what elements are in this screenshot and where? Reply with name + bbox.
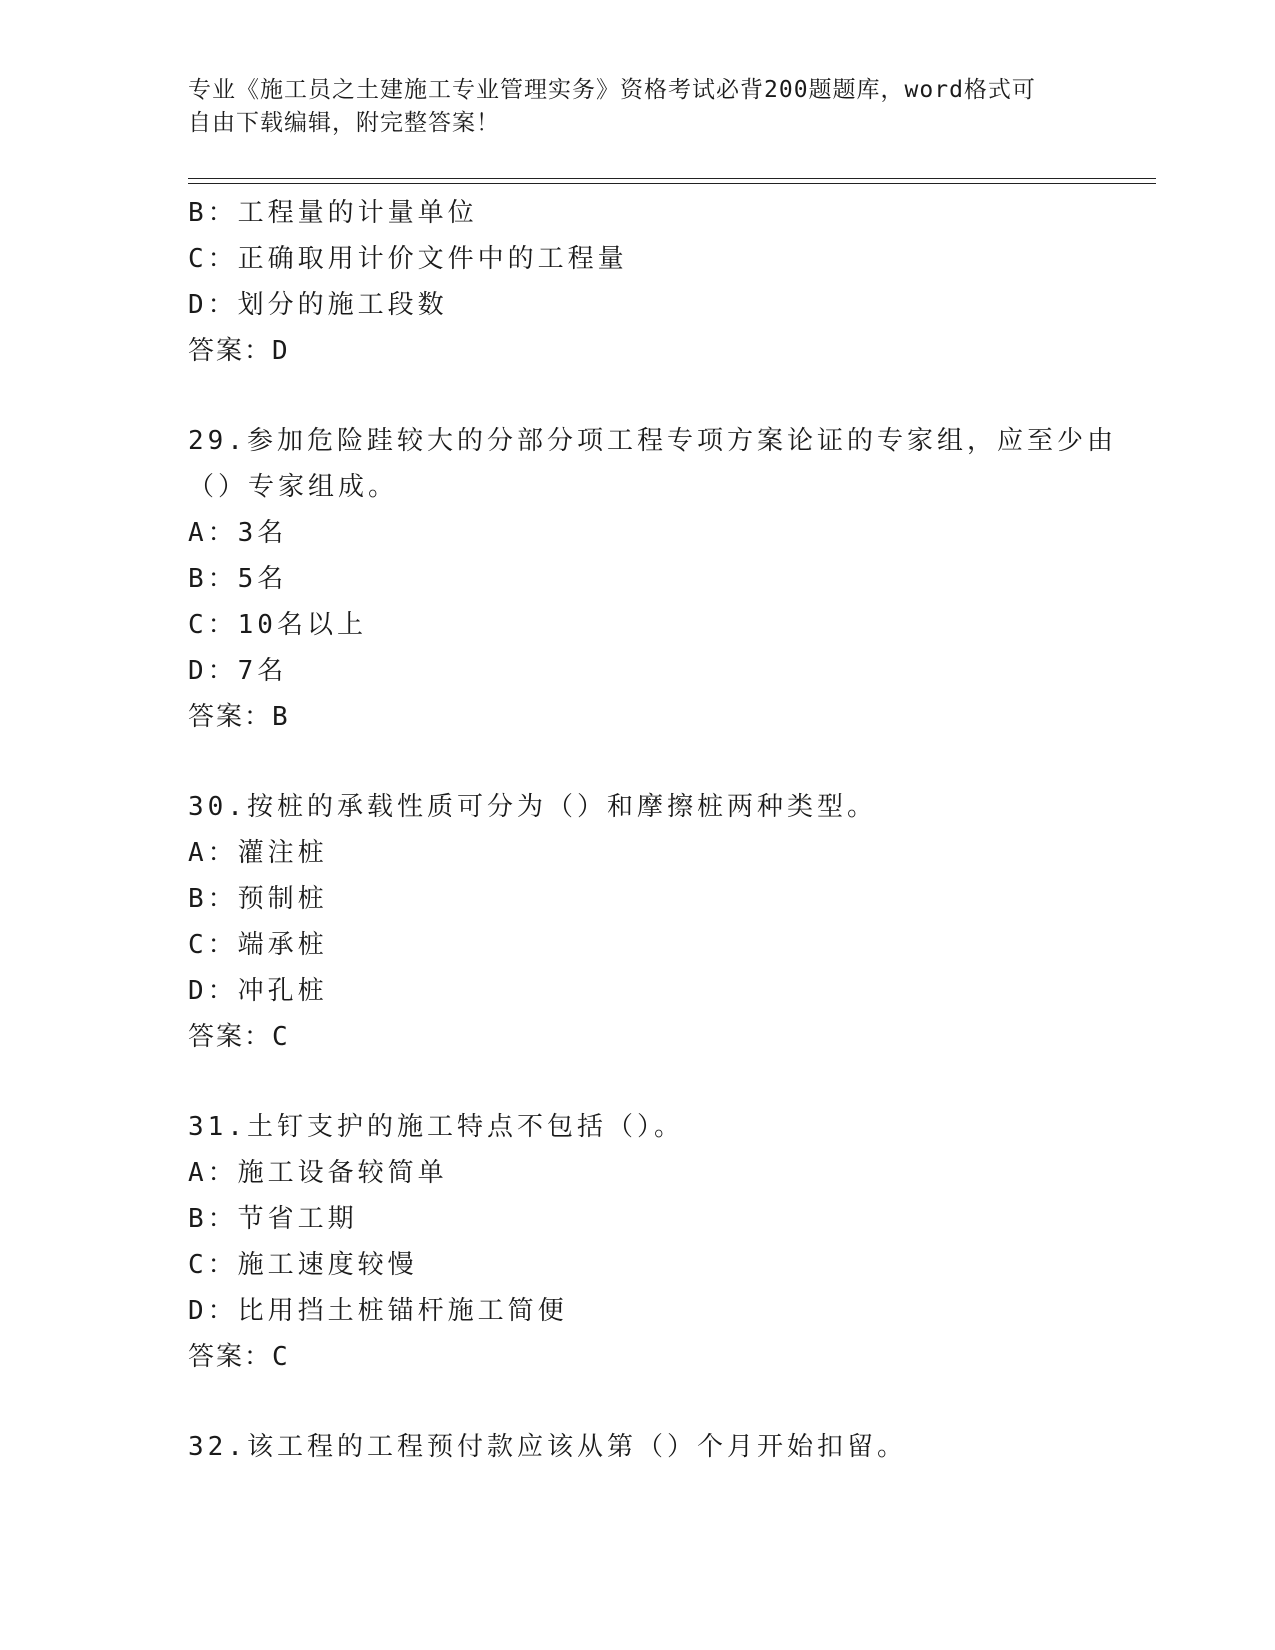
question-28-continued — [188, 190, 1148, 374]
question-30 — [188, 784, 1148, 1060]
option-c: C：10名以上 — [188, 610, 367, 640]
answer: 答案：B — [188, 702, 290, 732]
answer: 答案：D — [188, 336, 290, 366]
option-c: C：施工速度较慢 — [188, 1250, 418, 1280]
question-32 — [188, 1424, 1148, 1470]
option-a: A：施工设备较简单 — [188, 1158, 448, 1188]
option-b: B：工程量的计量单位 — [188, 198, 478, 228]
option-b: B：5名 — [188, 564, 288, 594]
option-c: C：端承桩 — [188, 930, 328, 960]
question-stem: 30.按桩的承载性质可分为（）和摩擦桩两种类型。 — [188, 792, 877, 822]
option-b: B：预制桩 — [188, 884, 328, 914]
question-stem: 32.该工程的工程预付款应该从第（）个月开始扣留。 — [188, 1432, 907, 1462]
option-d: D：冲孔桩 — [188, 976, 328, 1006]
question-29 — [188, 418, 1148, 740]
option-a: A：灌注桩 — [188, 838, 328, 868]
question-stem: 29.参加危险跬较大的分部分项工程专项方案论证的专家组，应至少由 — [188, 426, 1117, 456]
option-d: D：比用挡土桩锚杆施工简便 — [188, 1296, 568, 1326]
question-list — [188, 190, 1148, 1470]
option-a: A：3名 — [188, 518, 288, 548]
option-c: C：正确取用计价文件中的工程量 — [188, 244, 628, 274]
header-line-2: 自由下载编辑，附完整答案！ — [188, 110, 500, 136]
option-b: B：节省工期 — [188, 1204, 358, 1234]
question-stem-continued: （）专家组成。 — [188, 472, 399, 502]
question-stem: 31.土钉支护的施工特点不包括（）。 — [188, 1112, 684, 1142]
header-divider-top — [188, 178, 1156, 179]
option-d: D：7名 — [188, 656, 288, 686]
answer: 答案：C — [188, 1342, 290, 1372]
question-31 — [188, 1104, 1148, 1380]
option-d: D：划分的施工段数 — [188, 290, 448, 320]
document-header — [188, 74, 1088, 140]
header-divider-bottom — [188, 183, 1156, 184]
answer: 答案：C — [188, 1022, 290, 1052]
header-line-1: 专业《施工员之土建施工专业管理实务》资格考试必背200题题库，word格式可 — [188, 77, 1036, 103]
